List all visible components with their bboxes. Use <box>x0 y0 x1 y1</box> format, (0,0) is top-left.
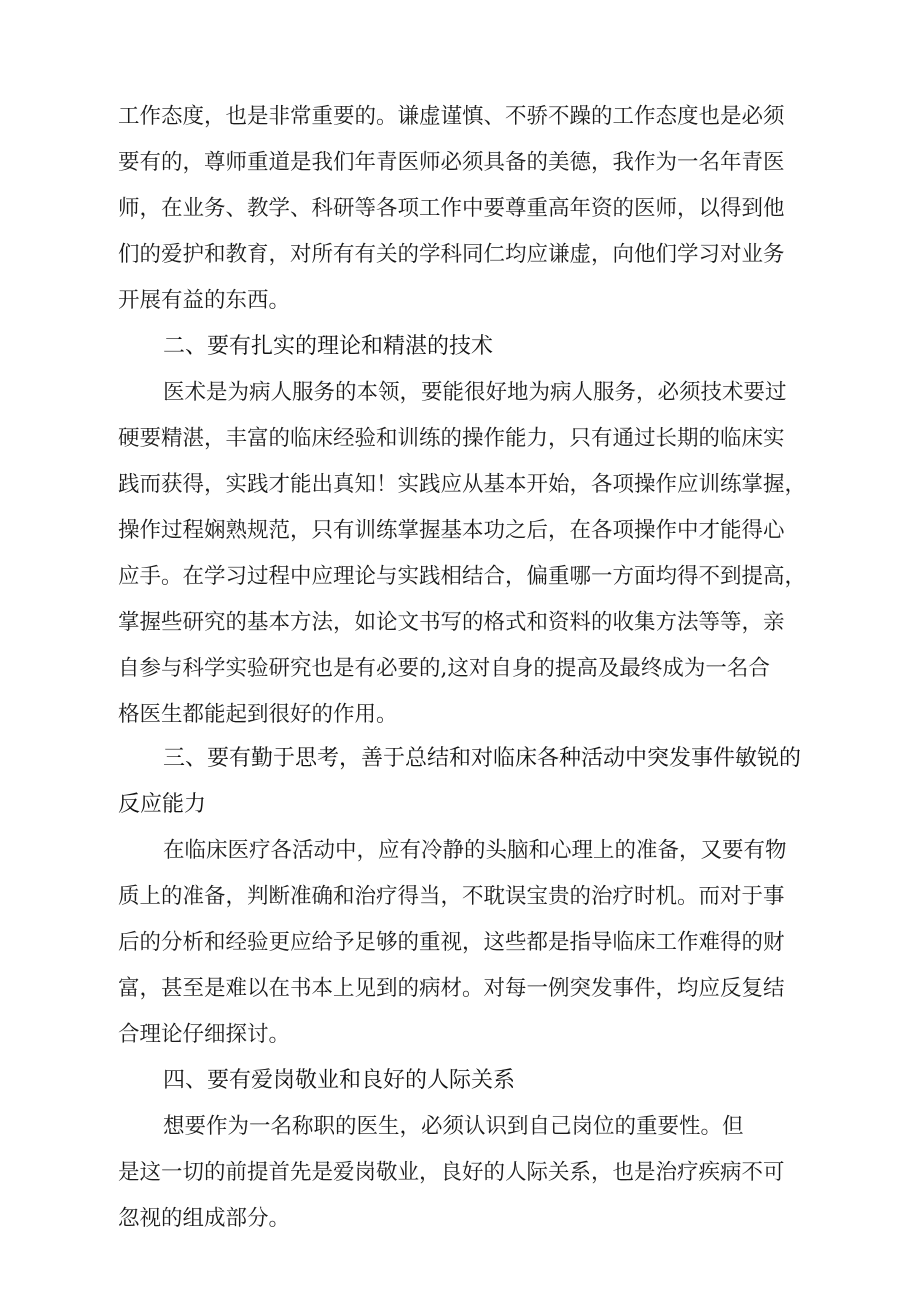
paragraph-line: 医术是为病人服务的本领，要能很好地为病人服务，必须技术要过 <box>163 380 787 405</box>
paragraph-line: 们的爱护和教育，对所有有关的学科同仁均应谦虚，向他们学习对业务 <box>118 242 785 267</box>
paragraph-line: 质上的准备，判断准确和治疗得当，不耽误宝贵的治疗时机。而对于事 <box>118 884 785 909</box>
paragraph-line: 践而获得，实践才能出真知！实践应从基本开始，各项操作应训练掌握， <box>118 472 807 497</box>
paragraph-line: 是这一切的前提首先是爱岗敬业，良好的人际关系，也是治疗疾病不可 <box>118 1160 785 1185</box>
paragraph-line: 自参与科学实验研究也是有必要的,这对自身的提高及最终成为一名合 <box>118 656 770 681</box>
paragraph-line: 要有的，尊师重道是我们年青医师必须具备的美德，我作为一名年青医 <box>118 150 785 175</box>
heading-line: 三、要有勤于思考，善于总结和对临床各种活动中突发事件敏锐的 <box>163 746 802 771</box>
paragraph-line: 掌握些研究的基本方法，如论文书写的格式和资料的收集方法等等，亲 <box>118 610 785 635</box>
paragraph-line: 格医生都能起到很好的作用。 <box>118 702 398 727</box>
section-heading-2: 二、要有扎实的理论和精湛的技术 <box>163 334 494 359</box>
paragraph-line: 硬要精湛，丰富的临床经验和训练的操作能力，只有通过长期的临床实 <box>118 426 785 451</box>
paragraph-line: 应手。在学习过程中应理论与实践相结合，偏重哪一方面均得不到提高， <box>118 564 807 589</box>
paragraph-line: 富，甚至是难以在书本上见到的病材。对每一例突发事件，均应反复结 <box>118 976 785 1001</box>
paragraph-line: 想要作为一名称职的医生，必须认识到自己岗位的重要性。但 <box>163 1114 744 1139</box>
paragraph-line: 在临床医疗各活动中，应有冷静的头脑和心理上的准备，又要有物 <box>163 838 787 863</box>
section-heading-4: 四、要有爱岗敬业和良好的人际关系 <box>163 1068 516 1093</box>
paragraph-line: 操作过程娴熟规范，只有训练掌握基本功之后，在各项操作中才能得心 <box>118 518 785 543</box>
paragraph-line: 合理论仔细探讨。 <box>118 1022 291 1047</box>
paragraph-line: 后的分析和经验更应给予足够的重视，这些都是指导临床工作难得的财 <box>118 930 785 955</box>
paragraph-line: 工作态度，也是非常重要的。谦虚谨慎、不骄不躁的工作态度也是必须 <box>118 104 785 129</box>
paragraph-line: 开展有益的东西。 <box>118 288 291 313</box>
paragraph-line: 忽视的组成部分。 <box>118 1206 291 1231</box>
paragraph-line: 师，在业务、教学、科研等各项工作中要尊重高年资的医师，以得到他 <box>118 196 785 221</box>
heading-line: 反应能力 <box>118 792 207 817</box>
